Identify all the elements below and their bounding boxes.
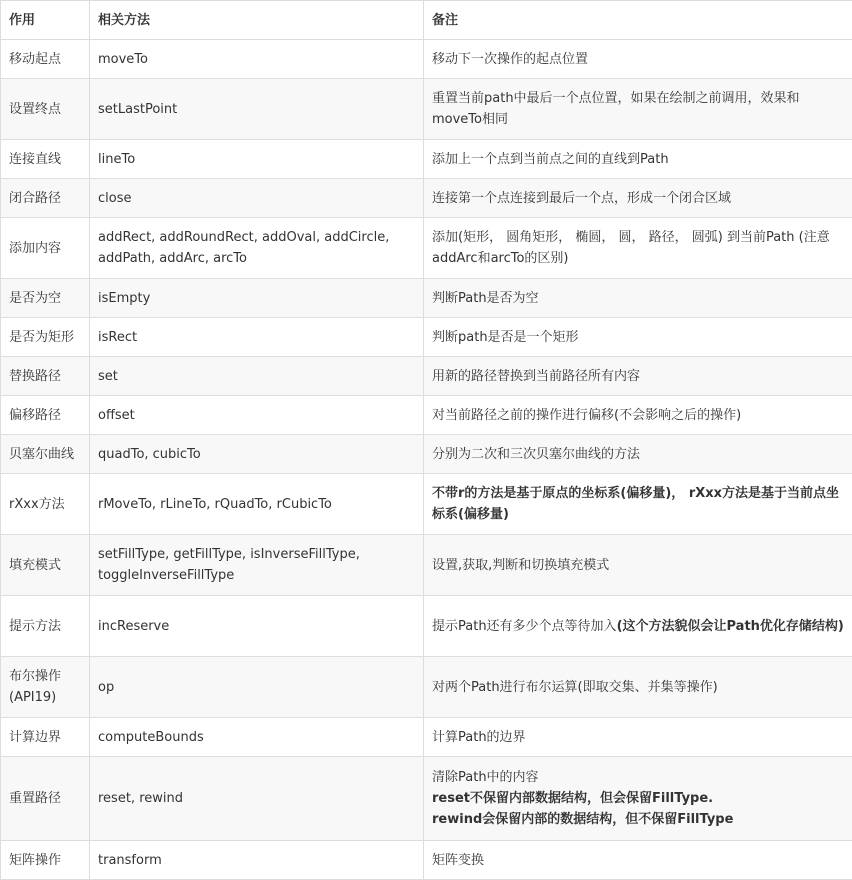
- note-text-bold: 不带r的方法是基于原点的坐标系(偏移量)， rXxx方法是基于当前点坐标系(偏移量): [432, 486, 839, 522]
- note-text: 判断Path是否为空: [432, 291, 539, 306]
- note-text: 重置当前path中最后一个点位置，如果在绘制之前调用，效果和moveTo相同: [432, 91, 800, 127]
- method-cell: moveTo: [90, 40, 424, 79]
- note-cell: [424, 657, 852, 718]
- purpose-cell: 连接直线: [1, 140, 90, 179]
- note-cell: [424, 357, 852, 396]
- method-cell: incReserve: [90, 596, 424, 657]
- method-cell: computeBounds: [90, 718, 424, 757]
- header-row: [1, 1, 852, 40]
- purpose-cell: 提示方法: [1, 596, 90, 657]
- method-cell: isRect: [90, 318, 424, 357]
- table-row: [1, 596, 852, 657]
- note-cell: [424, 435, 852, 474]
- table-row: [1, 841, 852, 880]
- method-cell: lineTo: [90, 140, 424, 179]
- note-text: 提示Path还有多少个点等待加入: [432, 619, 617, 634]
- header-methods: 相关方法: [90, 1, 424, 40]
- method-cell: transform: [90, 841, 424, 880]
- table-row: [1, 40, 852, 79]
- method-cell: close: [90, 179, 424, 218]
- note-text: 添加上一个点到当前点之间的直线到Path: [432, 152, 669, 167]
- note-cell: [424, 535, 852, 596]
- purpose-cell: 布尔操作(API19): [1, 657, 90, 718]
- note-cell: [424, 318, 852, 357]
- purpose-cell: 设置终点: [1, 79, 90, 140]
- note-text: 分别为二次和三次贝塞尔曲线的方法: [432, 447, 640, 462]
- purpose-cell: 矩阵操作: [1, 841, 90, 880]
- note-cell: [424, 40, 852, 79]
- purpose-cell: 移动起点: [1, 40, 90, 79]
- note-cell: [424, 179, 852, 218]
- table-row: [1, 140, 852, 179]
- method-cell: setLastPoint: [90, 79, 424, 140]
- note-cell: [424, 841, 852, 880]
- note-cell: [424, 396, 852, 435]
- note-text-bold: (这个方法貌似会让Path优化存储结构): [617, 619, 844, 634]
- note-text: 连接第一个点连接到最后一个点，形成一个闭合区域: [432, 191, 731, 206]
- note-text: 判断path是否是一个矩形: [432, 330, 579, 345]
- note-cell: [424, 718, 852, 757]
- header-notes: 备注: [424, 1, 852, 40]
- table-row: [1, 279, 852, 318]
- note-cell: [424, 757, 852, 841]
- note-text: 设置,获取,判断和切换填充模式: [432, 558, 609, 573]
- method-cell: setFillType, getFillType, isInverseFillType, toggleInverseFillType: [90, 535, 424, 596]
- purpose-cell: 替换路径: [1, 357, 90, 396]
- method-cell: op: [90, 657, 424, 718]
- table-row: [1, 318, 852, 357]
- note-text: 对两个Path进行布尔运算(即取交集、并集等操作): [432, 680, 718, 695]
- purpose-cell: 偏移路径: [1, 396, 90, 435]
- note-text: 移动下一次操作的起点位置: [432, 52, 588, 67]
- table-row: [1, 757, 852, 841]
- note-text: 矩阵变换: [432, 853, 484, 868]
- method-cell: quadTo, cubicTo: [90, 435, 424, 474]
- purpose-cell: 填充模式: [1, 535, 90, 596]
- method-cell: set: [90, 357, 424, 396]
- table-row: [1, 657, 852, 718]
- note-text: 计算Path的边界: [432, 730, 526, 745]
- purpose-cell: 闭合路径: [1, 179, 90, 218]
- table-row: [1, 79, 852, 140]
- note-text: 添加(矩形， 圆角矩形， 椭圆， 圆， 路径， 圆弧) 到当前Path (注意addArc和arcTo的区别): [432, 230, 830, 266]
- table-row: [1, 396, 852, 435]
- method-cell: addRect, addRoundRect, addOval, addCircle, addPath, addArc, arcTo: [90, 218, 424, 279]
- note-cell: [424, 596, 852, 657]
- note-text-bold: reset不保留内部数据结构，但会保留FillType.: [432, 791, 713, 806]
- table-row: [1, 718, 852, 757]
- table-row: [1, 179, 852, 218]
- note-cell: [424, 79, 852, 140]
- purpose-cell: 是否为矩形: [1, 318, 90, 357]
- purpose-cell: 贝塞尔曲线: [1, 435, 90, 474]
- method-cell: rMoveTo, rLineTo, rQuadTo, rCubicTo: [90, 474, 424, 535]
- note-cell: [424, 140, 852, 179]
- method-cell: isEmpty: [90, 279, 424, 318]
- table-row: [1, 218, 852, 279]
- table-body: [1, 40, 852, 880]
- note-text: 对当前路径之前的操作进行偏移(不会影响之后的操作): [432, 408, 741, 423]
- table-row: [1, 357, 852, 396]
- note-text: 清除Path中的内容: [432, 770, 539, 785]
- purpose-cell: 重置路径: [1, 757, 90, 841]
- table-row: [1, 474, 852, 535]
- note-cell: [424, 279, 852, 318]
- note-text: 用新的路径替换到当前路径所有内容: [432, 369, 640, 384]
- method-cell: reset, rewind: [90, 757, 424, 841]
- purpose-cell: 添加内容: [1, 218, 90, 279]
- purpose-cell: rXxx方法: [1, 474, 90, 535]
- method-cell: offset: [90, 396, 424, 435]
- purpose-cell: 计算边界: [1, 718, 90, 757]
- table-row: [1, 535, 852, 596]
- note-cell: [424, 218, 852, 279]
- header-purpose: 作用: [1, 1, 90, 40]
- purpose-cell: 是否为空: [1, 279, 90, 318]
- table-row: [1, 435, 852, 474]
- note-text-bold: rewind会保留内部的数据结构，但不保留FillType: [432, 812, 733, 827]
- note-cell: [424, 474, 852, 535]
